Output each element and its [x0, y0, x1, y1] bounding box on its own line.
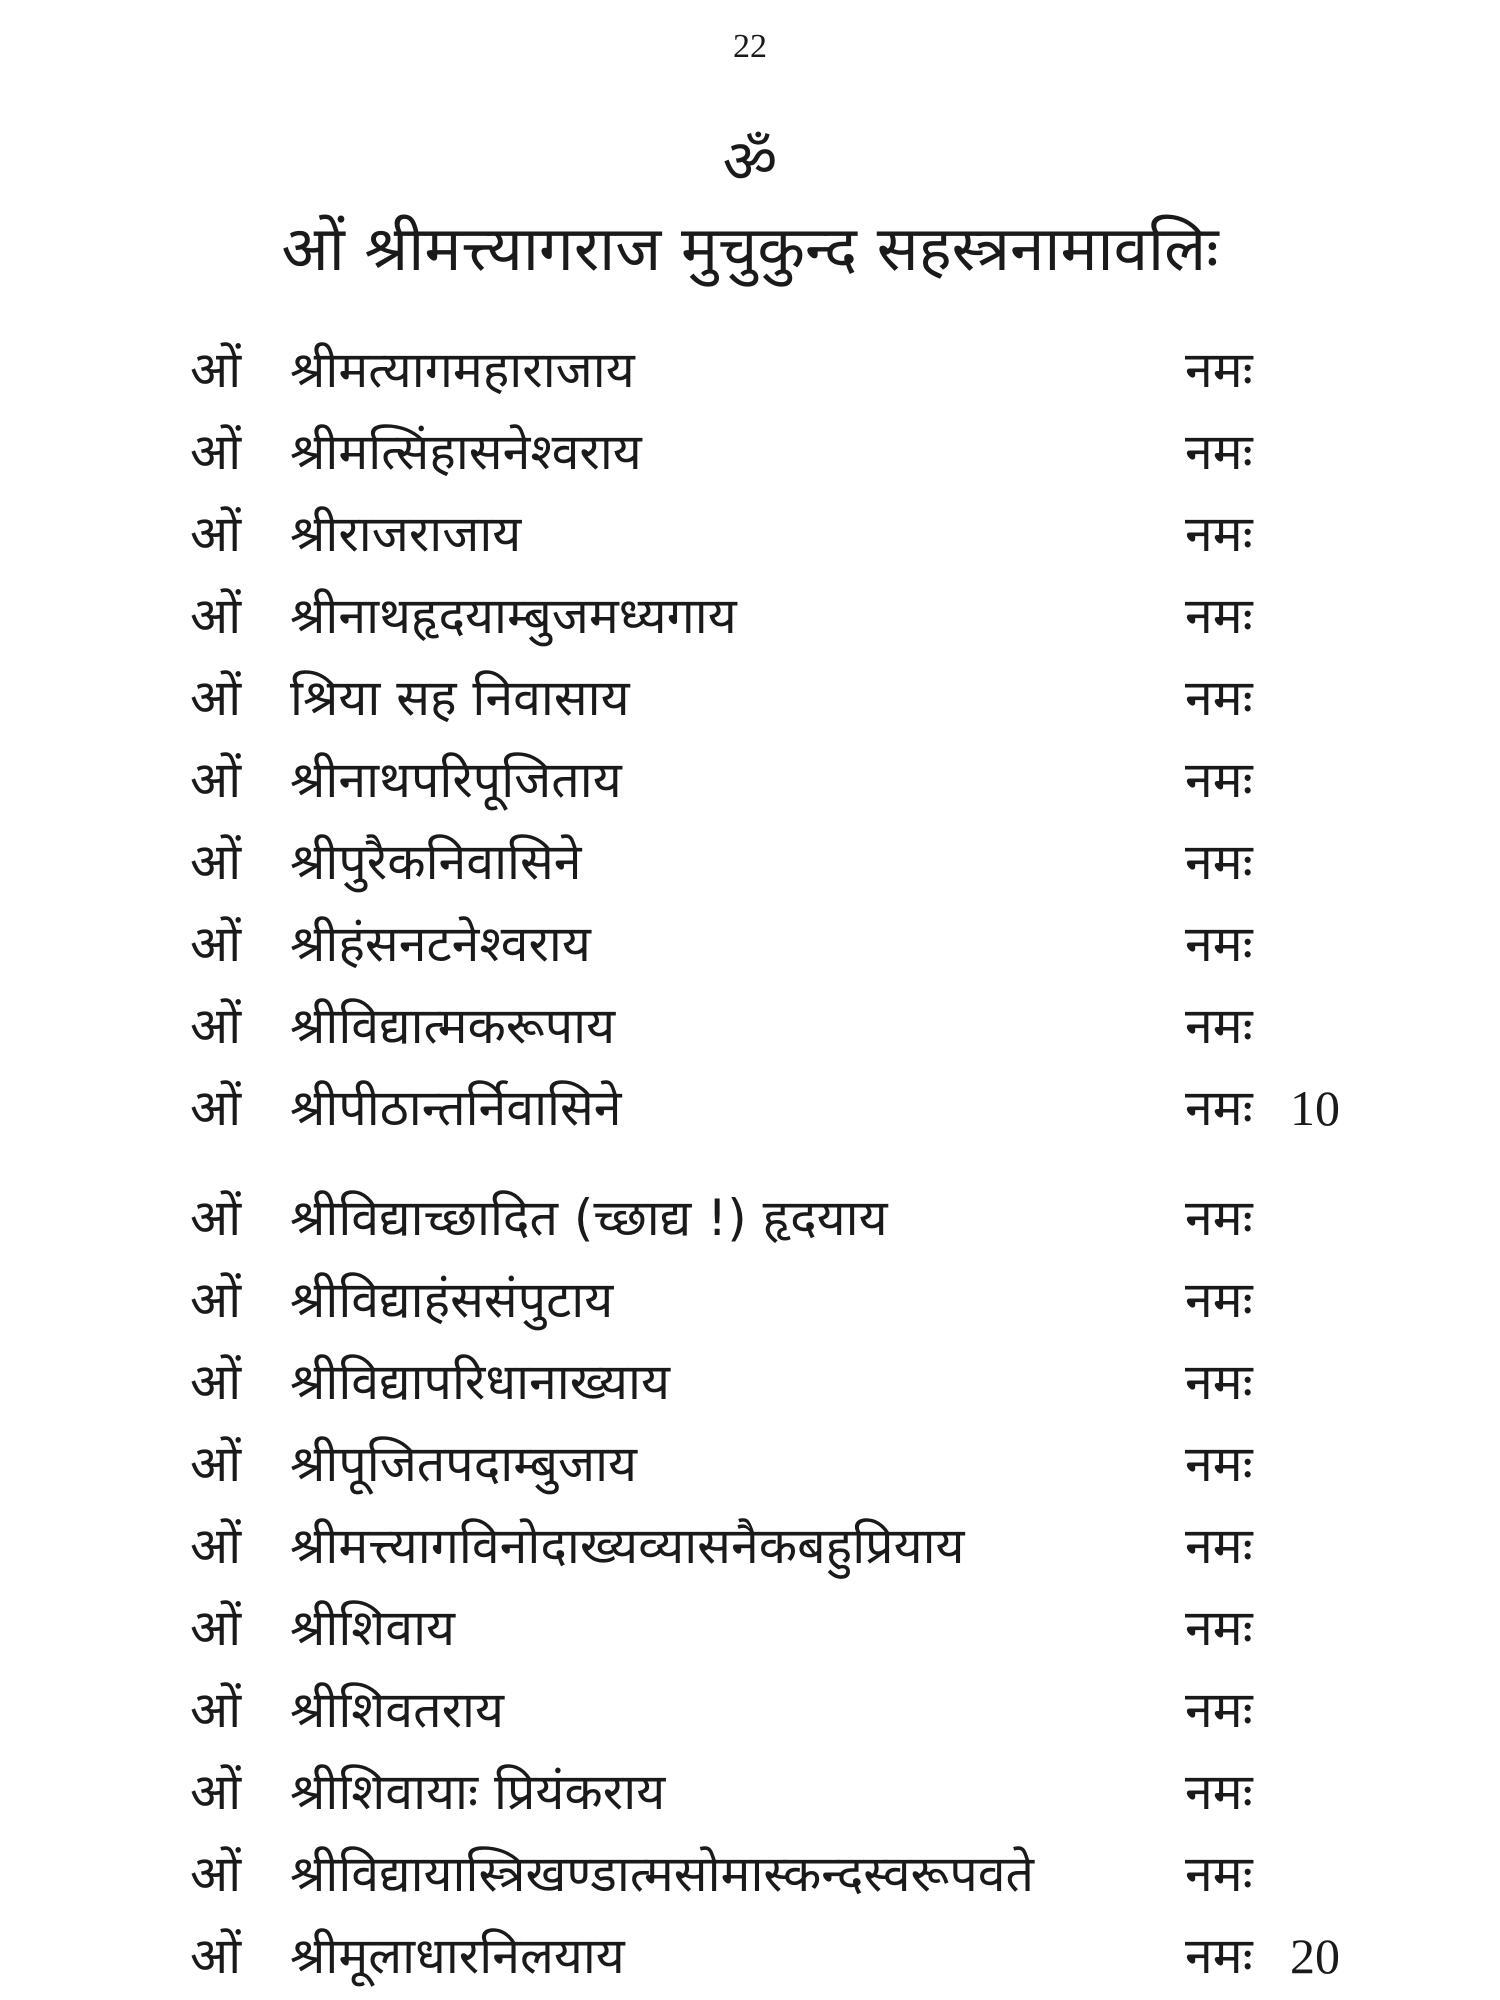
om-prefix: ओं	[190, 997, 242, 1055]
list-item	[0, 658, 1500, 738]
name-text: श्रीहंसनटनेश्वराय	[290, 915, 591, 973]
list-item	[0, 1670, 1500, 1750]
om-symbol: ॐ	[722, 127, 778, 197]
namah-suffix: नमः	[1185, 1599, 1253, 1657]
name-text: श्रिया सह निवासाय	[290, 669, 630, 727]
om-prefix: ओं	[190, 1517, 242, 1575]
namah-suffix: नमः	[1185, 587, 1253, 645]
namah-suffix: नमः	[1185, 505, 1253, 563]
om-prefix: ओं	[190, 1927, 242, 1985]
namah-suffix: नमः	[1185, 1763, 1253, 1821]
list-item	[0, 1506, 1500, 1586]
list-item	[0, 1178, 1500, 1258]
list-item	[0, 330, 1500, 410]
list-item	[0, 1588, 1500, 1668]
name-text: श्रीमत्यागमहाराजाय	[290, 341, 635, 399]
name-text: श्रीविद्यापरिधानाख्याय	[290, 1353, 670, 1411]
namah-suffix: नमः	[1185, 1681, 1253, 1739]
name-text: श्रीमत्सिंहासनेश्वराय	[290, 423, 642, 481]
list-item	[0, 986, 1500, 1066]
list-item	[0, 1260, 1500, 1340]
name-text: श्रीपुरैकनिवासिने	[290, 833, 582, 891]
om-prefix: ओं	[190, 1763, 242, 1821]
om-prefix: ओं	[190, 1189, 242, 1247]
name-text: श्रीविद्यायास्त्रिखण्डात्मसोमास्कन्दस्वरूपवते	[290, 1845, 1035, 1903]
name-text: श्रीमत्त्यागविनोदाख्यव्यासनैकबहुप्रियाय	[290, 1517, 965, 1575]
om-prefix: ओं	[190, 423, 242, 481]
om-prefix: ओं	[190, 669, 242, 727]
name-text: श्रीविद्याच्छादित (च्छाद्य !) हृदयाय	[290, 1189, 888, 1247]
namah-suffix: नमः	[1185, 423, 1253, 481]
list-item	[0, 740, 1500, 820]
namah-suffix: नमः	[1185, 1845, 1253, 1903]
om-prefix: ओं	[190, 587, 242, 645]
namah-suffix: नमः	[1185, 751, 1253, 809]
name-text: श्रीनाथपरिपूजिताय	[290, 751, 622, 809]
om-prefix: ओं	[190, 915, 242, 973]
namah-suffix: नमः	[1185, 915, 1253, 973]
name-text: श्रीराजराजाय	[290, 505, 522, 563]
list-item	[0, 1424, 1500, 1504]
namah-suffix: नमः	[1185, 833, 1253, 891]
namah-suffix: नमः	[1185, 1517, 1253, 1575]
verse-count: 20	[1290, 1928, 1340, 1984]
om-prefix: ओं	[190, 1271, 242, 1329]
list-item	[0, 1834, 1500, 1914]
om-prefix: ओं	[190, 751, 242, 809]
om-prefix: ओं	[190, 1435, 242, 1493]
name-text: श्रीनाथहृदयाम्बुजमध्यगाय	[290, 587, 737, 645]
list-item	[0, 1068, 1500, 1148]
page-title: ओं श्रीमत्त्यागराज मुचुकुन्द सहस्त्रनामावलिः	[281, 212, 1219, 285]
list-item	[0, 1342, 1500, 1422]
namah-suffix: नमः	[1185, 669, 1253, 727]
om-prefix: ओं	[190, 833, 242, 891]
verse-count: 10	[1290, 1080, 1340, 1136]
namah-suffix: नमः	[1185, 1189, 1253, 1247]
name-text: श्रीशिवाय	[290, 1599, 456, 1657]
list-item	[0, 1916, 1500, 1996]
om-prefix: ओं	[190, 505, 242, 563]
name-text: श्रीविद्याहंससंपुटाय	[290, 1271, 614, 1329]
list-item	[0, 822, 1500, 902]
namah-suffix: नमः	[1185, 1079, 1253, 1137]
name-text: श्रीविद्यात्मकरूपाय	[290, 997, 616, 1055]
namah-suffix: नमः	[1185, 341, 1253, 399]
page-number: 22	[733, 28, 767, 65]
list-item	[0, 1752, 1500, 1832]
om-prefix: ओं	[190, 341, 242, 399]
om-prefix: ओं	[190, 1845, 242, 1903]
name-text: श्रीमूलाधारनिलयाय	[290, 1927, 625, 1985]
list-item	[0, 576, 1500, 656]
namah-suffix: नमः	[1185, 1353, 1253, 1411]
namah-suffix: नमः	[1185, 997, 1253, 1055]
om-prefix: ओं	[190, 1353, 242, 1411]
namah-suffix: नमः	[1185, 1435, 1253, 1493]
om-prefix: ओं	[190, 1599, 242, 1657]
list-item	[0, 494, 1500, 574]
name-text: श्रीपूजितपदाम्बुजाय	[290, 1435, 638, 1493]
om-prefix: ओं	[190, 1681, 242, 1739]
list-item	[0, 412, 1500, 492]
list-item	[0, 904, 1500, 984]
namah-suffix: नमः	[1185, 1927, 1253, 1985]
name-text: श्रीपीठान्तर्निवासिने	[290, 1079, 622, 1137]
name-text: श्रीशिवायाः प्रियंकराय	[290, 1763, 666, 1821]
om-prefix: ओं	[190, 1079, 242, 1137]
name-text: श्रीशिवतराय	[290, 1681, 504, 1739]
namah-suffix: नमः	[1185, 1271, 1253, 1329]
